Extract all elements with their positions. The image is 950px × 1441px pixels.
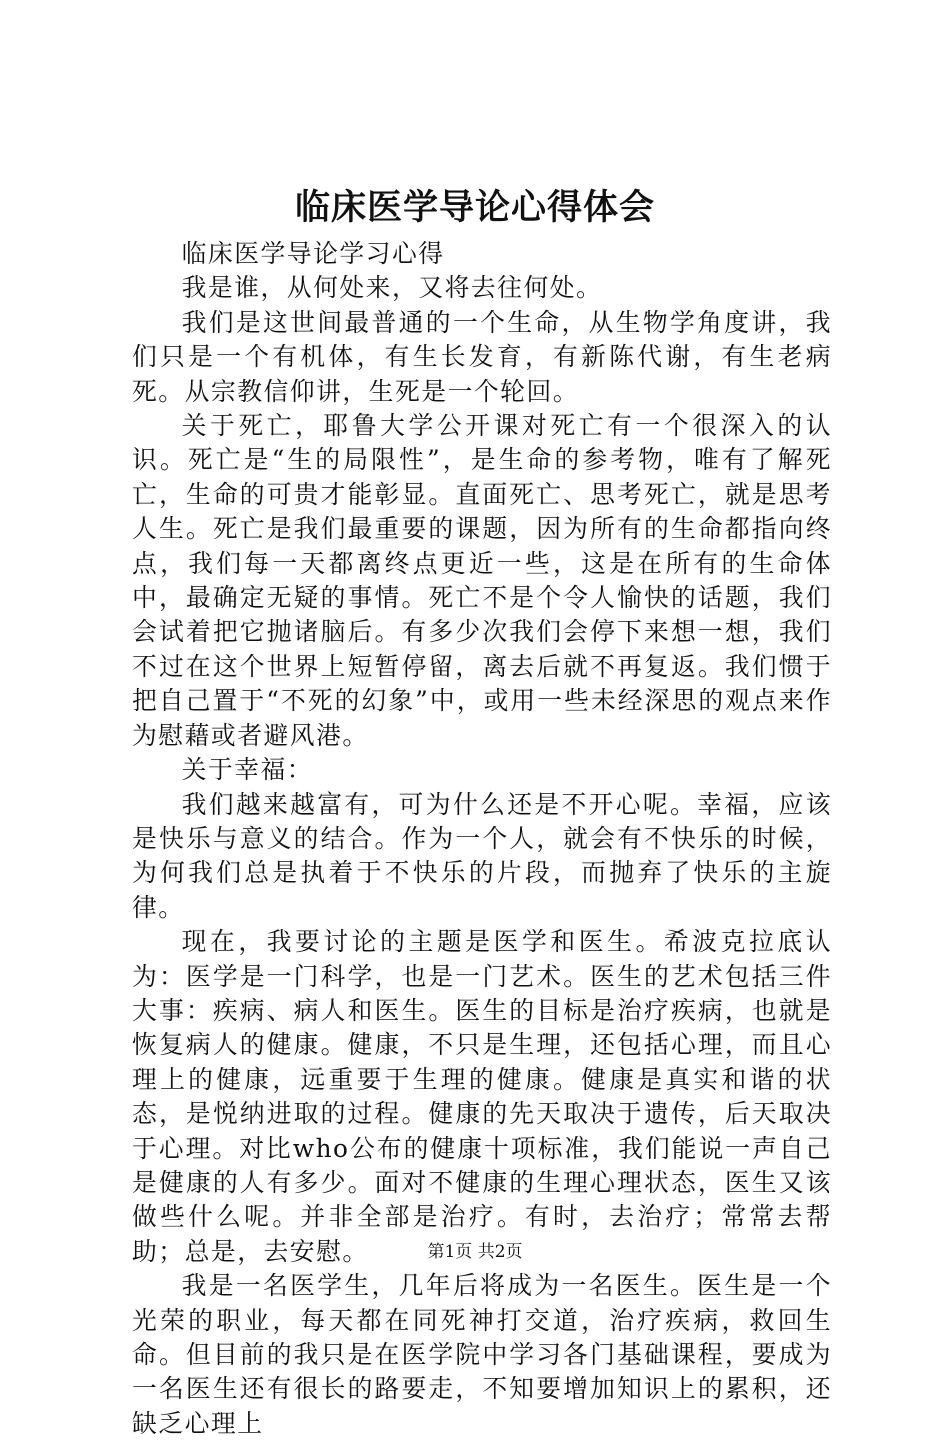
paragraph-happiness: 我们越来越富有，可为什么还是不开心呢。幸福，应该是快乐与意义的结合。作为一个人，就会有不快乐的时候，为何我们总是执着于不快乐的片段，而抛弃了快乐的主旋律。 bbox=[132, 789, 832, 922]
paragraph-life: 我们是这世间最普通的一个生命，从生物学角度讲，我们只是一个有机体，有生长发育，有新陈代谢，有生老病死。从宗教信仰讲，生死是一个轮回。 bbox=[132, 307, 832, 406]
page-footer: 第1页 共2页 bbox=[427, 1242, 523, 1262]
paragraph-medical-student: 我是一名医学生，几年后将成为一名医生。医生是一个光荣的职业，每天都在同死神打交道，治疗疾病，救回生命。但目前的我只是在医学院中学习各门基础课程，要成为一名医生还有很长的路要走，不知要增加知识上的累积，还缺乏心理上 bbox=[132, 1271, 832, 1438]
paragraph-medicine: 现在，我要讨论的主题是医学和医生。希波克拉底认为：医学是一门科学，也是一门艺术。医生的艺术包括三件大事：疾病、病人和医生。医生的目标是治疗疾病，也就是恢复病人的健康。健康，不只是生理，还包括心理，而且心理上的健康，远重要于生理的健康。健康是真实和谐的状态，是悦纳进取的过程。健康的先天取决于遗传，后天取决于心理。对比who公布的健康十项标准，我们能说一声自己是健康的人有多少。面对不健康的生理心理状态，医生又该做些什么呢。并非全部是治疗。有时，去治疗；常常去帮助；总是，去安慰。 bbox=[132, 927, 832, 1266]
paragraph-question: 我是谁，从何处来，又将去往何处。 bbox=[181, 273, 603, 303]
paragraph-death: 关于死亡，耶鲁大学公开课对死亡有一个很深入的认识。死亡是“生的局限性”，是生命的参考物，唯有了解死亡，生命的可贵才能彰显。直面死亡、思考死亡，就是思考人生。死亡是我们最重要的课题，因为所有的生命都指向终点，我们每一天都离终点更近一些，这是在所有的生命体中，最确定无疑的事情。死亡不是个令人愉快的话题，我们会试着把它抛诸脑后。有多少次我们会停下来想一想，我们不过在这个世界上短暂停留，离去后就不再复返。我们惯于把自己置于“不死的幻象”中，或用一些未经深思的观点来作为慰藉或者避风港。 bbox=[132, 411, 832, 750]
paragraph-subtitle: 临床医学导论学习心得 bbox=[181, 239, 445, 268]
document-title: 临床医学导论心得体会 bbox=[294, 188, 655, 228]
paragraph-happiness-heading: 关于幸福： bbox=[181, 755, 314, 785]
